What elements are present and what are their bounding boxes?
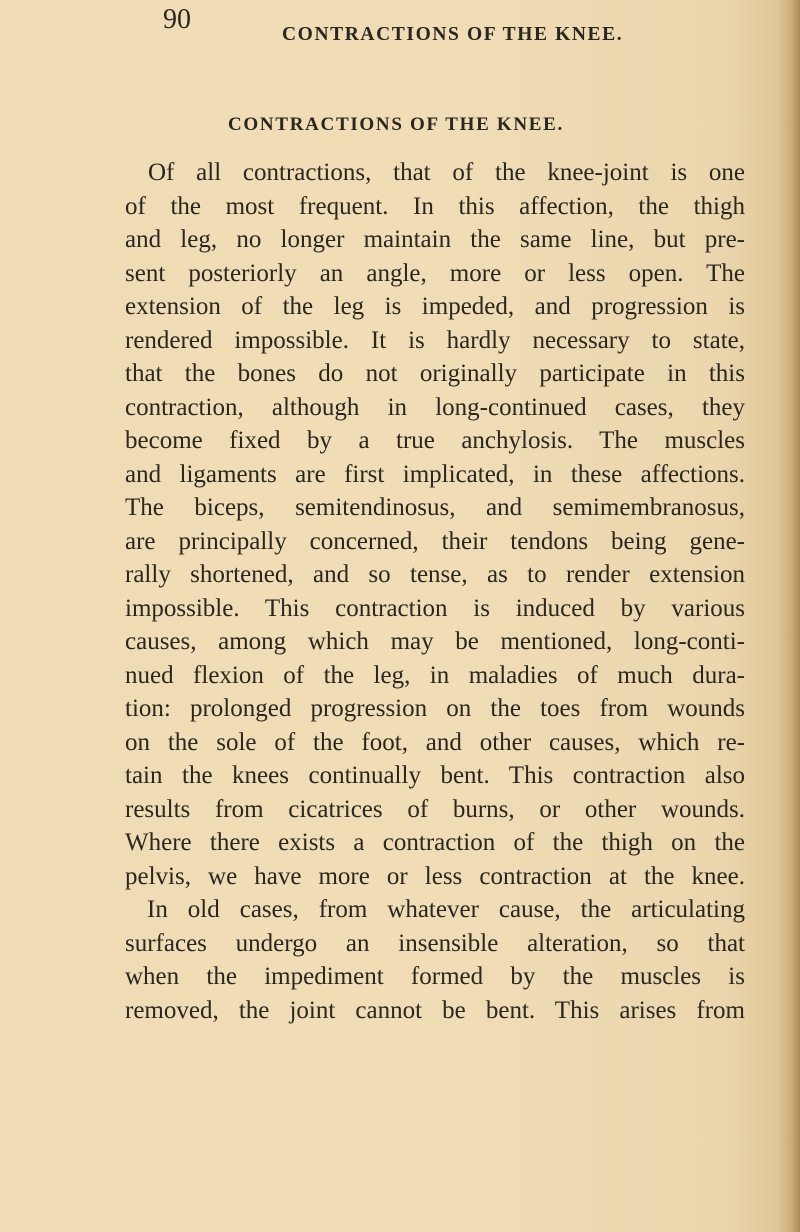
text-line: rally shortened, and so tense, as to render extension xyxy=(125,561,745,588)
text-line: become fixed by a true anchylosis. The muscles xyxy=(125,427,745,454)
text-line: that the bones do not originally participate in this xyxy=(125,360,745,387)
text-line: and leg, no longer maintain the same line, but pre- xyxy=(125,226,745,253)
text-line: tain the knees continually bent. This contraction also xyxy=(125,762,745,789)
section-title: CONTRACTIONS OF THE KNEE. xyxy=(228,114,564,135)
page-number: 90 xyxy=(163,4,191,35)
text-line: on the sole of the foot, and other causes, which re- xyxy=(125,728,745,756)
page-edge-shadow xyxy=(778,0,800,1232)
text-line: In old cases, from whatever cause, the articulating xyxy=(147,896,745,923)
text-line: are principally concerned, their tendons being gene- xyxy=(125,527,745,555)
text-line: of the most frequent. In this affection, the thigh xyxy=(125,192,745,220)
text-line: contraction, although in long-continued cases, they xyxy=(125,393,745,421)
text-line: causes, among which may be mentioned, long-conti- xyxy=(125,628,745,655)
body-paragraph xyxy=(125,156,745,1027)
running-head: CONTRACTIONS OF THE KNEE. xyxy=(282,24,624,45)
text-line: pelvis, we have more or less contraction at the knee. xyxy=(125,862,745,890)
text-line: rendered impossible. It is hardly necessary to state, xyxy=(125,326,745,354)
text-line: results from cicatrices of burns, or other wounds. xyxy=(125,795,745,823)
text-line: sent posteriorly an angle, more or less open. The xyxy=(125,259,745,287)
text-line: impossible. This contraction is induced by various xyxy=(125,594,745,622)
text-line: Of all contractions, that of the knee-joint is one xyxy=(148,159,745,186)
text-line: when the impediment formed by the muscles is xyxy=(125,963,745,990)
text-line: nued flexion of the leg, in maladies of much dura- xyxy=(125,661,745,689)
text-line: extension of the leg is impeded, and progression is xyxy=(125,293,745,320)
text-line: surfaces undergo an insensible alteration, so that xyxy=(125,929,745,957)
text-line: removed, the joint cannot be bent. This arises from xyxy=(125,996,745,1024)
text-line: and ligaments are first implicated, in these affections. xyxy=(125,460,745,488)
text-line: The biceps, semitendinosus, and semimembranosus, xyxy=(125,494,745,521)
text-line: Where there exists a contraction of the thigh on the xyxy=(125,829,745,856)
text-line: tion: prolonged progression on the toes from wounds xyxy=(125,695,745,722)
